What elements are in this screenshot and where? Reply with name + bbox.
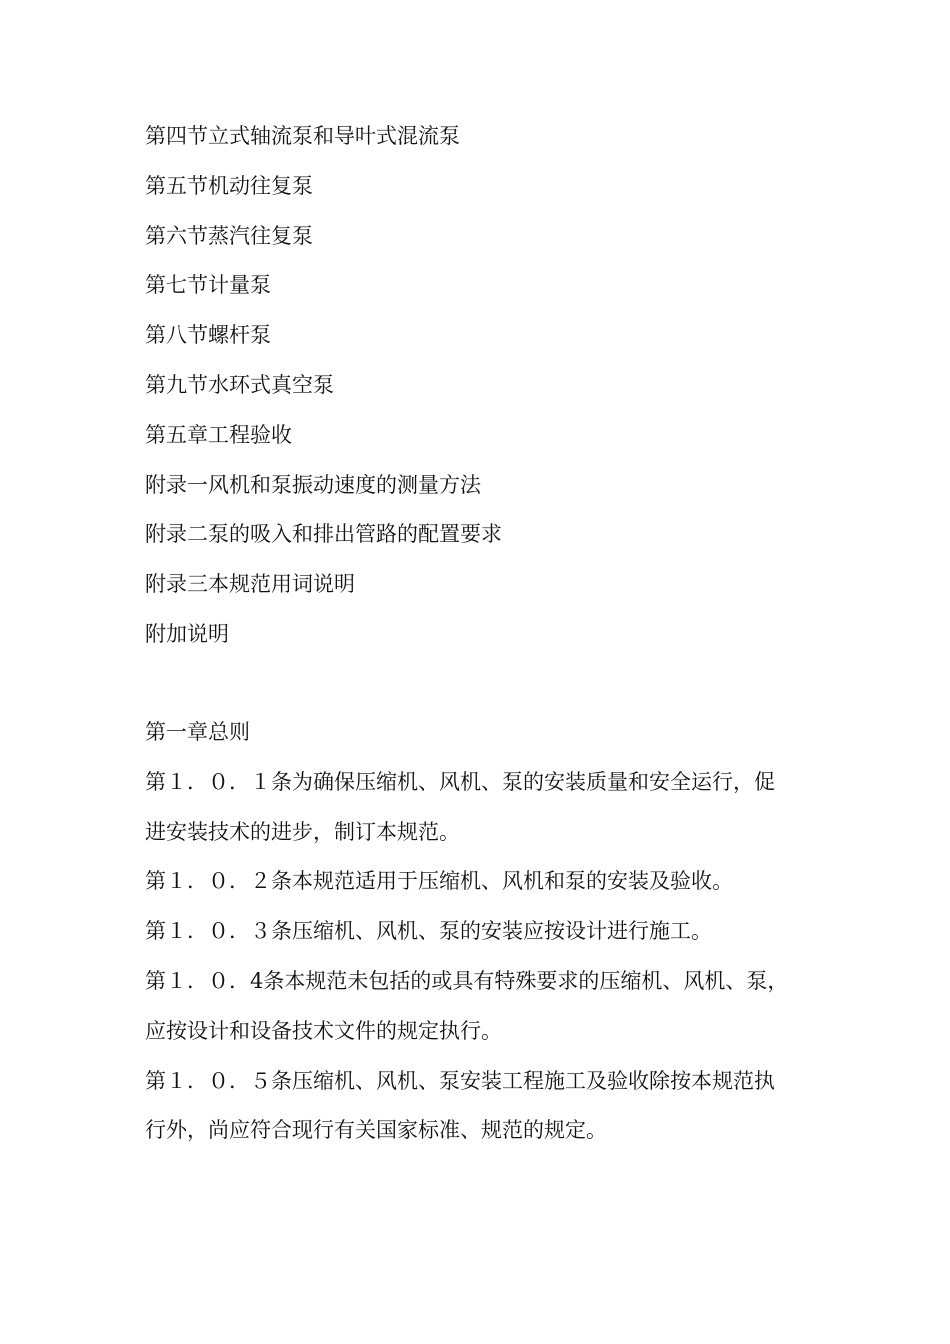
table-of-contents — [145, 118, 825, 666]
article-1-0-2 — [145, 863, 825, 913]
toc-item-section-6: 第六节蒸汽往复泵 — [145, 223, 313, 248]
article-line: 进安装技术的进步，制订本规范。 — [145, 819, 460, 844]
article-1-0-3 — [145, 913, 825, 963]
toc-item-appendix-3: 附录三本规范用词说明 — [145, 572, 355, 597]
toc-item-section-8: 第八节螺杆泵 — [145, 323, 271, 348]
toc-item-appendix-2: 附录二泵的吸入和排出管路的配置要求 — [145, 522, 502, 547]
article-1-0-4 — [145, 963, 825, 1063]
article-line: 第１．０．4条本规范未包括的或具有特殊要求的压缩机、风机、泵， — [145, 968, 789, 993]
article-line: 第１．０．１条为确保压缩机、风机、泵的安装质量和安全运行，促 — [145, 769, 775, 794]
article-line: 行外，尚应符合现行有关国家标准、规范的规定。 — [145, 1118, 607, 1143]
toc-item-additional-notes: 附加说明 — [145, 621, 229, 646]
article-1-0-5 — [145, 1063, 825, 1163]
article-line: 第１．０．５条压缩机、风机、泵安装工程施工及验收除按本规范执 — [145, 1068, 775, 1093]
article-1-0-1 — [145, 764, 825, 864]
chapter-title: 第一章总则 — [145, 720, 250, 744]
toc-item-section-9: 第九节水环式真空泵 — [145, 372, 334, 397]
article-line: 应按设计和设备技术文件的规定执行。 — [145, 1018, 502, 1043]
article-line: 第１．０．２条本规范适用于压缩机、风机和泵的安装及验收。 — [145, 869, 733, 894]
toc-item-appendix-1: 附录一风机和泵振动速度的测量方法 — [145, 472, 481, 497]
toc-item-section-5: 第五节机动往复泵 — [145, 173, 313, 198]
toc-item-chapter-5: 第五章工程验收 — [145, 422, 292, 447]
article-line: 第１．０．３条压缩机、风机、泵的安装应按设计进行施工。 — [145, 919, 712, 944]
chapter-body — [145, 714, 825, 1162]
toc-item-section-7: 第七节计量泵 — [145, 273, 271, 298]
toc-item-section-4: 第四节立式轴流泵和导叶式混流泵 — [145, 124, 460, 148]
